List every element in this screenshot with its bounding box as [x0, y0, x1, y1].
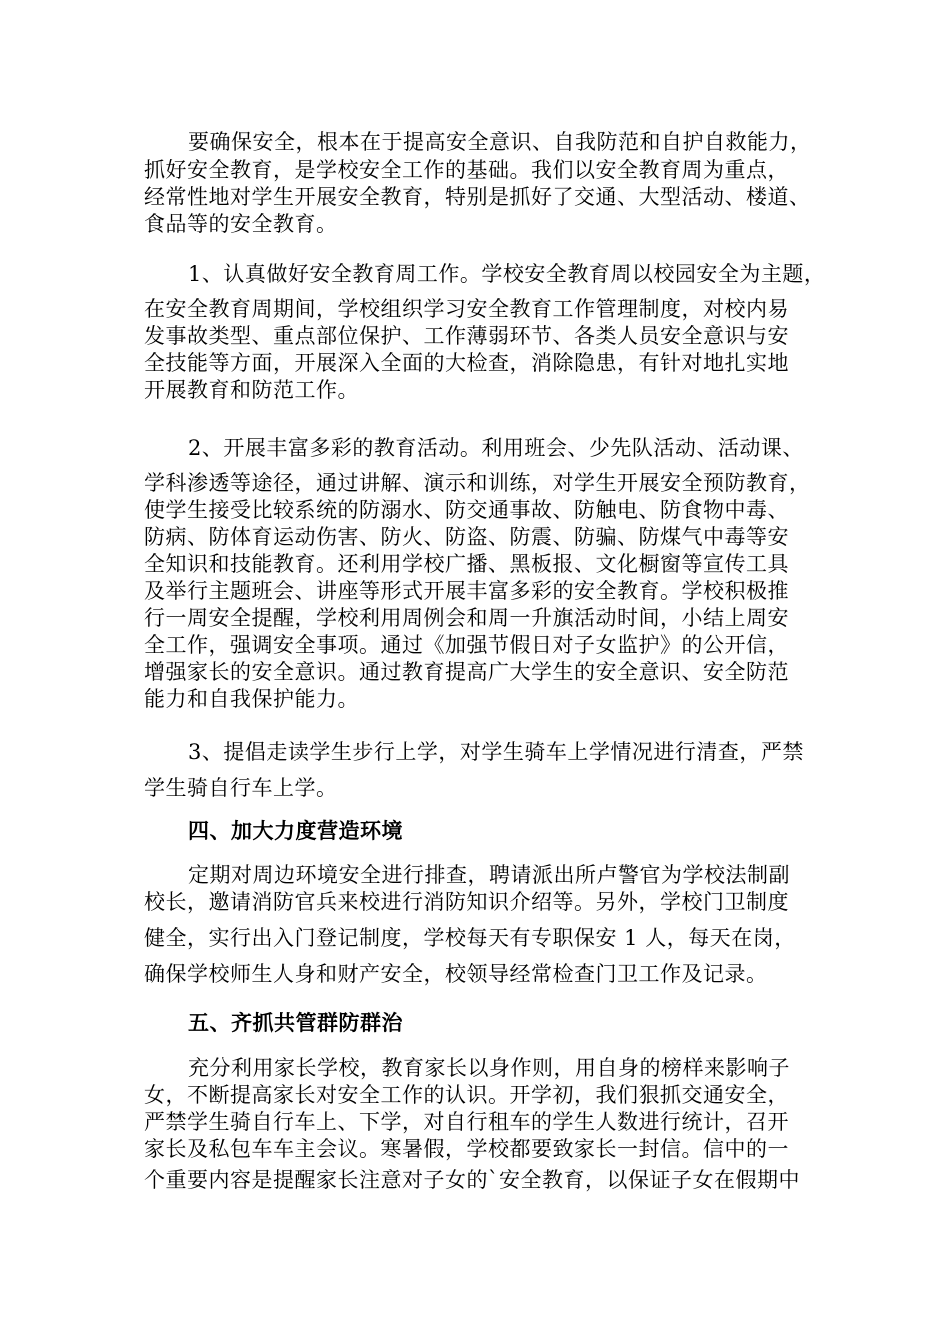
paragraph-line: 健全，实行出入门登记制度，学校每天有专职保安 1 人，每天在岗，	[144, 926, 796, 950]
paragraph-line: 3、提倡走读学生步行上学，对学生骑车上学情况进行清查，严禁	[188, 740, 804, 764]
paragraph-line: 增强家长的安全意识。通过教育提高广大学生的安全意识、安全防范	[144, 660, 789, 684]
paragraph-line: 学生骑自行车上学。	[144, 776, 338, 800]
paragraph-line: 校长，邀请消防官兵来校进行消防知识介绍等。另外，学校门卫制度	[144, 890, 789, 914]
paragraph-line: 1、认真做好安全教育周工作。学校安全教育周以校园安全为主题，	[188, 262, 826, 286]
paragraph-line: 充分利用家长学校，教育家长以身作则，用自身的榜样来影响子	[188, 1056, 790, 1080]
paragraph-line: 能力和自我保护能力。	[144, 687, 359, 711]
paragraph-line: 全技能等方面，开展深入全面的大检查，消除隐患，有针对地扎实地	[144, 351, 789, 375]
paragraph-line: 全知识和技能教育。还利用学校广播、黑板报、文化橱窗等宣传工具	[144, 552, 789, 576]
paragraph-line: 及举行主题班会、讲座等形式开展丰富多彩的安全教育。学校积极推	[144, 579, 789, 603]
paragraph-line: 严禁学生骑自行车上、下学，对自行租车的学生人数进行统计，召开	[144, 1110, 789, 1134]
paragraph-line: 全工作，强调安全事项。通过《加强节假日对子女监护》的公开信，	[144, 633, 789, 657]
paragraph-line: 食品等的安全教育。	[144, 212, 338, 236]
paragraph-line: 防病、防体育运动伤害、防火、防盗、防震、防骗、防煤气中毒等安	[144, 525, 789, 549]
section-heading: 四、加大力度营造环境	[188, 818, 403, 843]
paragraph-line: 在安全教育周期间，学校组织学习安全教育工作管理制度，对校内易	[144, 297, 789, 321]
paragraph-line: 定期对周边环境安全进行排查，聘请派出所卢警官为学校法制副	[188, 863, 790, 887]
paragraph-line: 学科渗透等途径，通过讲解、演示和训练，对学生开展安全预防教育，	[144, 471, 811, 495]
paragraph-line: 确保学校师生人身和财产安全，校领导经常检查门卫工作及记录。	[144, 962, 768, 986]
paragraph-line: 抓好安全教育，是学校安全工作的基础。我们以安全教育周为重点，	[144, 158, 789, 182]
paragraph-line: 发事故类型、重点部位保护、工作薄弱环节、各类人员安全意识与安	[144, 324, 789, 348]
paragraph-line: 女，不断提高家长对安全工作的认识。开学初，我们狠抓交通安全，	[144, 1083, 789, 1107]
paragraph-line: 2、开展丰富多彩的教育活动。利用班会、少先队活动、活动课、	[188, 436, 804, 460]
paragraph-line: 个重要内容是提醒家长注意对子女的`安全教育，以保证子女在假期中	[144, 1168, 800, 1192]
paragraph-line: 开展教育和防范工作。	[144, 378, 359, 402]
paragraph-line: 家长及私包车车主会议。寒暑假，学校都要致家长一封信。信中的一	[144, 1137, 789, 1161]
paragraph-line: 要确保安全，根本在于提高安全意识、自我防范和自护自救能力，	[188, 130, 812, 154]
paragraph-line: 经常性地对学生开展安全教育，特别是抓好了交通、大型活动、楼道、	[144, 185, 811, 209]
section-heading: 五、齐抓共管群防群治	[188, 1010, 403, 1035]
paragraph-line: 使学生接受比较系统的防溺水、防交通事故、防触电、防食物中毒、	[144, 498, 789, 522]
paragraph-line: 行一周安全提醒，学校利用周例会和周一升旗活动时间，小结上周安	[144, 606, 789, 630]
